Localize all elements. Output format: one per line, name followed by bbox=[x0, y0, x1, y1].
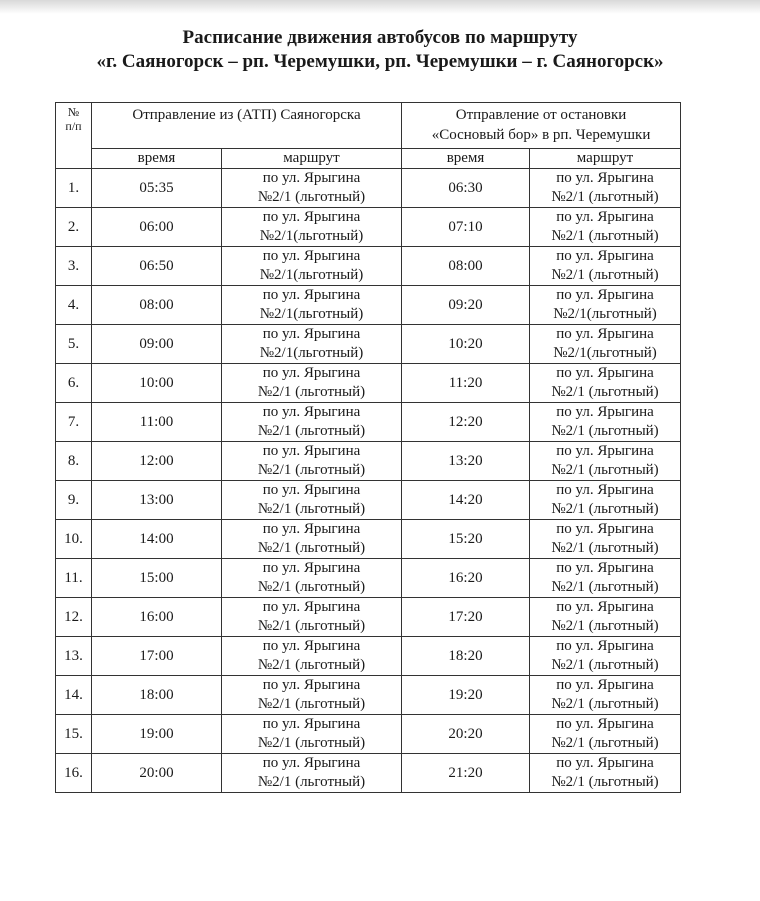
route-line-1: по ул. Ярыгина bbox=[262, 443, 361, 459]
departure-time-cheremushki: 14:20 bbox=[402, 481, 530, 520]
departure-time-cheremushki: 17:20 bbox=[402, 598, 530, 637]
route-line-2: №2/1 (льготный) bbox=[551, 696, 659, 712]
subheader-route-2: маршрут bbox=[530, 149, 681, 169]
departure-time-cheremushki: 11:20 bbox=[402, 364, 530, 403]
route-line-2: №2/1(льготный) bbox=[553, 345, 657, 361]
table-row bbox=[56, 520, 681, 559]
table-row bbox=[56, 754, 681, 793]
page-title bbox=[0, 26, 760, 74]
route-line-2: №2/1 (льготный) bbox=[257, 540, 366, 556]
route-line-2: №2/1 (льготный) bbox=[551, 462, 659, 478]
route-cheremushki bbox=[530, 715, 681, 754]
route-line-1: по ул. Ярыгина bbox=[556, 287, 654, 303]
route-line-1: по ул. Ярыгина bbox=[556, 326, 654, 342]
route-cheremushki bbox=[530, 208, 681, 247]
table-row bbox=[56, 208, 681, 247]
departure-time-sayanogorsk: 08:00 bbox=[92, 286, 222, 325]
subheader-time-1: время bbox=[92, 149, 222, 169]
route-line-1: по ул. Ярыгина bbox=[556, 209, 654, 225]
route-line-2: №2/1 (льготный) bbox=[257, 774, 366, 790]
departure-time-cheremushki: 13:20 bbox=[402, 442, 530, 481]
departure-time-cheremushki: 12:20 bbox=[402, 403, 530, 442]
route-sayanogorsk bbox=[222, 169, 402, 208]
table-row bbox=[56, 247, 681, 286]
route-line-1: по ул. Ярыгина bbox=[262, 560, 361, 576]
route-line-2: №2/1(льготный) bbox=[259, 228, 364, 244]
route-line-1: по ул. Ярыгина bbox=[262, 638, 361, 654]
header-number-sub: п/п bbox=[65, 119, 82, 133]
row-number: 4. bbox=[56, 286, 92, 325]
row-number: 11. bbox=[56, 559, 92, 598]
route-line-2: №2/1 (льготный) bbox=[257, 462, 366, 478]
departure-time-cheremushki: 19:20 bbox=[402, 676, 530, 715]
route-line-1: по ул. Ярыгина bbox=[262, 404, 361, 420]
route-line-2: №2/1 (льготный) bbox=[551, 501, 659, 517]
table-row bbox=[56, 637, 681, 676]
route-line-1: по ул. Ярыгина bbox=[556, 599, 654, 615]
route-line-2: №2/1 (льготный) bbox=[551, 579, 659, 595]
row-number: 6. bbox=[56, 364, 92, 403]
table-row bbox=[56, 676, 681, 715]
header-number bbox=[56, 103, 92, 169]
route-cheremushki bbox=[530, 481, 681, 520]
table-row bbox=[56, 442, 681, 481]
route-line-1: по ул. Ярыгина bbox=[262, 287, 361, 303]
route-line-1: по ул. Ярыгина bbox=[262, 599, 361, 615]
route-sayanogorsk bbox=[222, 403, 402, 442]
route-line-1: по ул. Ярыгина bbox=[262, 209, 361, 225]
route-cheremushki bbox=[530, 637, 681, 676]
row-number: 12. bbox=[56, 598, 92, 637]
route-cheremushki bbox=[530, 754, 681, 793]
route-sayanogorsk bbox=[222, 286, 402, 325]
route-line-2: №2/1 (льготный) bbox=[257, 579, 366, 595]
departure-time-sayanogorsk: 17:00 bbox=[92, 637, 222, 676]
route-line-1: по ул. Ярыгина bbox=[556, 443, 654, 459]
row-number: 5. bbox=[56, 325, 92, 364]
route-line-2: №2/1 (льготный) bbox=[551, 228, 659, 244]
route-line-2: №2/1 (льготный) bbox=[551, 189, 659, 205]
route-cheremushki bbox=[530, 559, 681, 598]
route-line-2: №2/1 (льготный) bbox=[551, 735, 659, 751]
departure-time-sayanogorsk: 06:50 bbox=[92, 247, 222, 286]
row-number: 15. bbox=[56, 715, 92, 754]
departure-time-sayanogorsk: 06:00 bbox=[92, 208, 222, 247]
row-number: 1. bbox=[56, 169, 92, 208]
route-sayanogorsk bbox=[222, 754, 402, 793]
route-line-1: по ул. Ярыгина bbox=[556, 404, 654, 420]
route-cheremushki bbox=[530, 676, 681, 715]
header-departure-stop-line2: «Сосновый бор» в рп. Черемушки bbox=[431, 127, 651, 143]
subheader-time-2: время bbox=[402, 149, 530, 169]
departure-time-sayanogorsk: 11:00 bbox=[92, 403, 222, 442]
route-line-1: по ул. Ярыгина bbox=[556, 677, 654, 693]
departure-time-sayanogorsk: 18:00 bbox=[92, 676, 222, 715]
route-line-2: №2/1(льготный) bbox=[553, 306, 657, 322]
route-sayanogorsk bbox=[222, 676, 402, 715]
route-line-1: по ул. Ярыгина bbox=[556, 248, 654, 264]
route-line-2: №2/1 (льготный) bbox=[257, 384, 366, 400]
top-shadow bbox=[0, 0, 760, 14]
route-line-1: по ул. Ярыгина bbox=[262, 170, 361, 186]
table-row bbox=[56, 286, 681, 325]
row-number: 16. bbox=[56, 754, 92, 793]
row-number: 3. bbox=[56, 247, 92, 286]
route-sayanogorsk bbox=[222, 325, 402, 364]
subheader-route-1: маршрут bbox=[222, 149, 402, 169]
route-line-2: №2/1 (льготный) bbox=[551, 423, 659, 439]
route-line-1: по ул. Ярыгина bbox=[262, 326, 361, 342]
departure-time-sayanogorsk: 12:00 bbox=[92, 442, 222, 481]
departure-time-sayanogorsk: 20:00 bbox=[92, 754, 222, 793]
departure-time-cheremushki: 10:20 bbox=[402, 325, 530, 364]
route-line-2: №2/1 (льготный) bbox=[551, 618, 659, 634]
row-number: 2. bbox=[56, 208, 92, 247]
route-sayanogorsk bbox=[222, 598, 402, 637]
route-cheremushki bbox=[530, 247, 681, 286]
route-sayanogorsk bbox=[222, 715, 402, 754]
route-line-1: по ул. Ярыгина bbox=[262, 248, 361, 264]
table-row bbox=[56, 403, 681, 442]
header-number-sign: № bbox=[67, 105, 80, 119]
route-cheremushki bbox=[530, 364, 681, 403]
title-line-2: «г. Саяногорск – рп. Черемушки, рп. Черемушки – г. Саяногорск» bbox=[96, 51, 664, 72]
departure-time-sayanogorsk: 15:00 bbox=[92, 559, 222, 598]
route-line-2: №2/1(льготный) bbox=[259, 306, 364, 322]
route-sayanogorsk bbox=[222, 208, 402, 247]
route-line-2: №2/1(льготный) bbox=[259, 345, 364, 361]
row-number: 7. bbox=[56, 403, 92, 442]
route-line-1: по ул. Ярыгина bbox=[262, 716, 361, 732]
route-line-1: по ул. Ярыгина bbox=[556, 365, 654, 381]
row-number: 8. bbox=[56, 442, 92, 481]
departure-time-sayanogorsk: 13:00 bbox=[92, 481, 222, 520]
header-row bbox=[56, 103, 681, 149]
departure-time-sayanogorsk: 19:00 bbox=[92, 715, 222, 754]
departure-time-cheremushki: 20:20 bbox=[402, 715, 530, 754]
header-departure-from: Отправление из (АТП) Саяногорска bbox=[92, 103, 402, 149]
table-row bbox=[56, 325, 681, 364]
departure-time-cheremushki: 16:20 bbox=[402, 559, 530, 598]
departure-time-cheremushki: 21:20 bbox=[402, 754, 530, 793]
route-line-1: по ул. Ярыгина bbox=[556, 170, 654, 186]
table-row bbox=[56, 364, 681, 403]
departure-time-sayanogorsk: 10:00 bbox=[92, 364, 222, 403]
table-row bbox=[56, 169, 681, 208]
route-line-2: №2/1 (льготный) bbox=[257, 501, 366, 517]
route-line-1: по ул. Ярыгина bbox=[262, 521, 361, 537]
route-sayanogorsk bbox=[222, 247, 402, 286]
route-line-1: по ул. Ярыгина bbox=[262, 677, 361, 693]
departure-time-cheremushki: 09:20 bbox=[402, 286, 530, 325]
route-line-1: по ул. Ярыгина bbox=[262, 482, 361, 498]
header-departure-stop bbox=[402, 103, 681, 149]
route-line-1: по ул. Ярыгина bbox=[556, 560, 654, 576]
route-line-2: №2/1 (льготный) bbox=[551, 267, 659, 283]
departure-time-cheremushki: 15:20 bbox=[402, 520, 530, 559]
route-cheremushki bbox=[530, 325, 681, 364]
table-row bbox=[56, 598, 681, 637]
route-sayanogorsk bbox=[222, 637, 402, 676]
route-line-2: №2/1 (льготный) bbox=[551, 774, 659, 790]
departure-time-sayanogorsk: 16:00 bbox=[92, 598, 222, 637]
departure-time-sayanogorsk: 14:00 bbox=[92, 520, 222, 559]
departure-time-sayanogorsk: 05:35 bbox=[92, 169, 222, 208]
departure-time-cheremushki: 08:00 bbox=[402, 247, 530, 286]
subheader-row bbox=[56, 149, 681, 169]
route-line-1: по ул. Ярыгина bbox=[556, 755, 654, 771]
route-cheremushki bbox=[530, 442, 681, 481]
route-cheremushki bbox=[530, 286, 681, 325]
row-number: 13. bbox=[56, 637, 92, 676]
route-line-2: №2/1 (льготный) bbox=[257, 189, 366, 205]
route-line-1: по ул. Ярыгина bbox=[556, 482, 654, 498]
route-line-2: №2/1 (льготный) bbox=[257, 423, 366, 439]
route-line-2: №2/1 (льготный) bbox=[551, 657, 659, 673]
title-line-1: Расписание движения автобусов по маршруту bbox=[182, 27, 578, 48]
route-sayanogorsk bbox=[222, 481, 402, 520]
route-line-2: №2/1 (льготный) bbox=[257, 696, 366, 712]
route-line-1: по ул. Ярыгина bbox=[556, 716, 654, 732]
route-sayanogorsk bbox=[222, 520, 402, 559]
route-line-1: по ул. Ярыгина bbox=[262, 365, 361, 381]
route-cheremushki bbox=[530, 598, 681, 637]
route-line-2: №2/1(льготный) bbox=[259, 267, 364, 283]
departure-time-cheremushki: 06:30 bbox=[402, 169, 530, 208]
departure-time-cheremushki: 07:10 bbox=[402, 208, 530, 247]
row-number: 14. bbox=[56, 676, 92, 715]
departure-time-cheremushki: 18:20 bbox=[402, 637, 530, 676]
header-departure-stop-line1: Отправление от остановки bbox=[455, 107, 627, 123]
table-row bbox=[56, 559, 681, 598]
route-cheremushki bbox=[530, 169, 681, 208]
route-line-1: по ул. Ярыгина bbox=[556, 521, 654, 537]
route-cheremushki bbox=[530, 520, 681, 559]
route-line-1: по ул. Ярыгина bbox=[556, 638, 654, 654]
route-line-2: №2/1 (льготный) bbox=[257, 735, 366, 751]
route-sayanogorsk bbox=[222, 364, 402, 403]
table-row bbox=[56, 715, 681, 754]
route-line-2: №2/1 (льготный) bbox=[257, 657, 366, 673]
table-row bbox=[56, 481, 681, 520]
row-number: 10. bbox=[56, 520, 92, 559]
route-line-2: №2/1 (льготный) bbox=[551, 384, 659, 400]
route-sayanogorsk bbox=[222, 442, 402, 481]
route-sayanogorsk bbox=[222, 559, 402, 598]
route-line-1: по ул. Ярыгина bbox=[262, 755, 361, 771]
row-number: 9. bbox=[56, 481, 92, 520]
route-line-2: №2/1 (льготный) bbox=[551, 540, 659, 556]
route-cheremushki bbox=[530, 403, 681, 442]
route-line-2: №2/1 (льготный) bbox=[257, 618, 366, 634]
departure-time-sayanogorsk: 09:00 bbox=[92, 325, 222, 364]
schedule-table bbox=[55, 102, 681, 793]
